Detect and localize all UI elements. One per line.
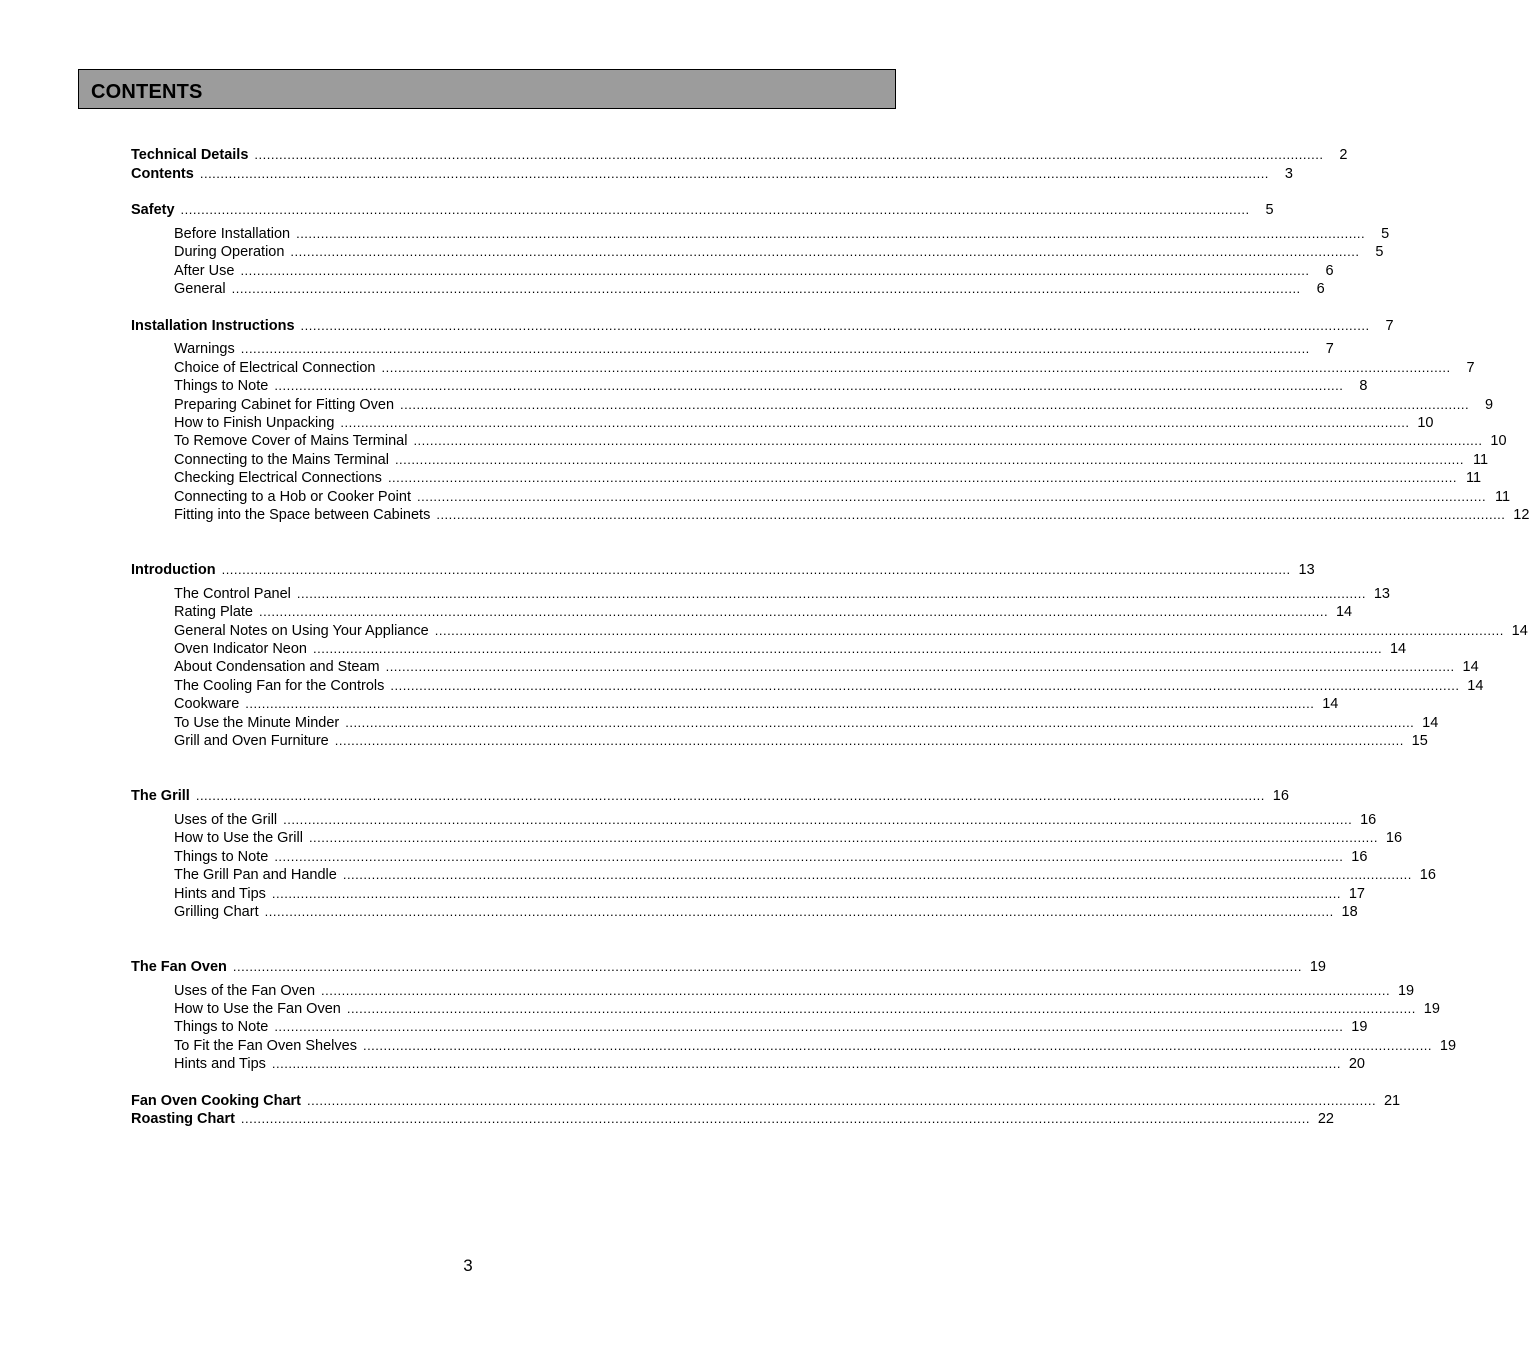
toc-entry-label: Rating Plate [174, 604, 253, 620]
toc-subsection-entry [174, 225, 1390, 243]
toc-entry-page: 19 [1397, 983, 1415, 999]
toc-entry-page: 11 [1495, 489, 1511, 505]
toc-entry-label: The Cooling Fan for the Controls [174, 678, 385, 694]
toc-dot-leader: .................................................................................................................................................................................................................................................................... [340, 415, 1410, 430]
toc-subsection-entry [174, 488, 1511, 506]
toc-entry-label: During Operation [174, 244, 285, 260]
toc-entry-label: Things to Note [174, 849, 269, 865]
toc-subsection-entry [174, 359, 1475, 377]
toc-entry-label: Cookware [174, 696, 240, 712]
toc-subsection-entry [174, 1037, 1457, 1055]
toc-subsection-entry [174, 414, 1434, 432]
toc-dot-leader: .................................................................................................................................................................................................................................................................... [416, 489, 1487, 504]
toc-entry-page: 21 [1383, 1093, 1401, 1109]
toc-entry-page: 9 [1485, 397, 1494, 413]
toc-entry-page: 6 [1316, 281, 1325, 297]
toc-section-entry [131, 958, 1326, 976]
toc-subsection-entry [174, 340, 1334, 358]
toc-dot-leader: .................................................................................................................................................................................................................................................................... [274, 378, 1344, 393]
toc-entry-page: 8 [1359, 378, 1368, 394]
toc-dot-leader: .................................................................................................................................................................................................................................................................... [321, 983, 1391, 998]
toc-subsection-entry [174, 262, 1334, 280]
toc-entry-label: Choice of Electrical Connection [174, 360, 376, 376]
toc-dot-leader: .................................................................................................................................................................................................................................................................... [308, 830, 1379, 845]
toc-dot-leader: .................................................................................................................................................................................................................................................................... [274, 1019, 1344, 1034]
toc-subsection-entry [174, 432, 1507, 450]
toc-subsection-entry [174, 377, 1368, 395]
toc-entry-label: How to Finish Unpacking [174, 415, 335, 431]
toc-entry-label: Installation Instructions [131, 318, 295, 334]
toc-entry-page: 7 [1385, 318, 1394, 334]
toc-entry-page: 14 [1511, 623, 1528, 639]
toc-entry-page: 7 [1466, 360, 1475, 376]
toc-dot-leader: .................................................................................................................................................................................................................................................................... [240, 341, 1310, 356]
page-title: CONTENTS [91, 81, 203, 103]
toc-dot-leader: .................................................................................................................................................................................................................................................................... [290, 244, 1360, 259]
toc-dot-leader: .................................................................................................................................................................................................................................................................... [385, 659, 1455, 674]
toc-dot-leader: .................................................................................................................................................................................................................................................................... [240, 1111, 1310, 1126]
toc-entry-label: Fan Oven Cooking Chart [131, 1093, 301, 1109]
toc-entry-label: About Condensation and Steam [174, 659, 380, 675]
toc-subsection-entry [174, 982, 1415, 1000]
toc-entry-page: 14 [1422, 715, 1439, 731]
toc-entry-label: Oven Indicator Neon [174, 641, 307, 657]
toc-entry-label: To Remove Cover of Mains Terminal [174, 433, 408, 449]
toc-subsection-entry [174, 640, 1407, 658]
toc-entry-label: How to Use the Grill [174, 830, 303, 846]
toc-subsection-entry [174, 451, 1489, 469]
toc-entry-label: Introduction [131, 562, 216, 578]
toc-entry-label: Fitting into the Space between Cabinets [174, 507, 431, 523]
toc-section-entry [131, 165, 1293, 183]
toc-dot-leader: .................................................................................................................................................................................................................................................................... [296, 586, 1366, 601]
toc-entry-page: 16 [1351, 849, 1368, 865]
toc-entry-label: Roasting Chart [131, 1111, 235, 1127]
toc-entry-label: The Fan Oven [131, 959, 227, 975]
toc-subsection-entry [174, 811, 1377, 829]
toc-entry-page: 19 [1423, 1001, 1440, 1017]
toc-subsection-entry [174, 732, 1428, 750]
page-number: 3 [463, 1256, 473, 1275]
toc-entry-label: Contents [131, 166, 194, 182]
toc-dot-leader: .................................................................................................................................................................................................................................................................... [436, 507, 1506, 522]
toc-entry-page: 16 [1272, 788, 1289, 804]
toc-entry-page: 13 [1298, 562, 1315, 578]
toc-entry-page: 14 [1322, 696, 1339, 712]
toc-dot-leader: .................................................................................................................................................................................................................................................................... [390, 678, 1460, 693]
toc-entry-label: The Grill [131, 788, 190, 804]
toc-entry-page: 19 [1351, 1019, 1368, 1035]
toc-dot-leader: .................................................................................................................................................................................................................................................................... [334, 733, 1404, 748]
toc-dot-leader: .................................................................................................................................................................................................................................................................... [394, 452, 1465, 467]
toc-entry-label: Hints and Tips [174, 1056, 266, 1072]
toc-entry-label: Grilling Chart [174, 904, 259, 920]
toc-subsection-entry [174, 622, 1528, 640]
toc-entry-page: 20 [1348, 1056, 1365, 1072]
toc-dot-leader: .................................................................................................................................................................................................................................................................... [307, 1093, 1377, 1108]
toc-entry-label: To Use the Minute Minder [174, 715, 340, 731]
toc-subsection-entry [174, 903, 1358, 921]
toc-dot-leader: .................................................................................................................................................................................................................................................................... [313, 641, 1383, 656]
toc-dot-leader: .................................................................................................................................................................................................................................................................... [413, 433, 1483, 448]
toc-section-entry [131, 1110, 1334, 1128]
toc-entry-page: 19 [1439, 1038, 1457, 1054]
toc-dot-leader: .................................................................................................................................................................................................................................................................... [283, 812, 1353, 827]
toc-dot-leader: .................................................................................................................................................................................................................................................................... [400, 397, 1470, 412]
toc-entry-label: Connecting to the Mains Terminal [174, 452, 389, 468]
toc-entry-label: Hints and Tips [174, 886, 266, 902]
toc-entry-label: Connecting to a Hob or Cooker Point [174, 489, 411, 505]
toc-entry-page: 10 [1417, 415, 1434, 431]
toc-subsection-entry [174, 1000, 1440, 1018]
toc-entry-label: Grill and Oven Furniture [174, 733, 329, 749]
toc-subsection-entry [174, 243, 1384, 261]
toc-entry-page: 13 [1373, 586, 1390, 602]
toc-dot-leader: .................................................................................................................................................................................................................................................................... [434, 623, 1504, 638]
toc-entry-page: 18 [1341, 904, 1358, 920]
toc-entry-label: Safety [131, 202, 175, 218]
toc-subsection-entry [174, 714, 1439, 732]
toc-section-entry [131, 201, 1274, 219]
toc-entry-page: 7 [1325, 341, 1334, 357]
toc-subsection-entry [174, 1055, 1365, 1073]
toc-dot-leader: .................................................................................................................................................................................................................................................................... [254, 147, 1324, 162]
toc-dot-leader: .................................................................................................................................................................................................................................................................... [387, 470, 1458, 485]
toc-subsection-entry [174, 506, 1529, 524]
toc-subsection-entry [174, 695, 1339, 713]
toc-subsection-entry [174, 848, 1368, 866]
toc-dot-leader: .................................................................................................................................................................................................................................................................... [362, 1038, 1433, 1053]
toc-dot-leader: .................................................................................................................................................................................................................................................................... [271, 886, 1341, 901]
toc-dot-leader: .................................................................................................................................................................................................................................................................... [259, 604, 1329, 619]
toc-entry-page: 14 [1335, 604, 1353, 620]
toc-dot-leader: .................................................................................................................................................................................................................................................................... [381, 360, 1451, 375]
toc-dot-leader: .................................................................................................................................................................................................................................................................... [232, 959, 1302, 974]
toc-subsection-entry [174, 885, 1365, 903]
toc-dot-leader: .................................................................................................................................................................................................................................................................... [274, 849, 1344, 864]
toc-entry-label: Warnings [174, 341, 235, 357]
toc-entry-label: General Notes on Using Your Appliance [174, 623, 429, 639]
toc-entry-page: 6 [1325, 263, 1334, 279]
toc-entry-label: Checking Electrical Connections [174, 470, 382, 486]
toc-entry-label: Uses of the Fan Oven [174, 983, 316, 999]
toc-dot-leader: .................................................................................................................................................................................................................................................................... [345, 715, 1415, 730]
toc-entry-page: 5 [1375, 244, 1384, 260]
toc-entry-label: The Grill Pan and Handle [174, 867, 337, 883]
toc-dot-leader: .................................................................................................................................................................................................................................................................... [346, 1001, 1416, 1016]
toc-dot-leader: .................................................................................................................................................................................................................................................................... [231, 281, 1301, 296]
toc-entry-page: 15 [1411, 733, 1428, 749]
toc-section-entry [131, 561, 1315, 579]
toc-entry-page: 3 [1284, 166, 1293, 182]
toc-section-entry [131, 787, 1289, 805]
toc-entry-label: Things to Note [174, 378, 269, 394]
toc-dot-leader: .................................................................................................................................................................................................................................................................... [245, 696, 1315, 711]
toc-entry-page: 5 [1265, 202, 1274, 218]
toc-section-entry [131, 317, 1394, 335]
toc-subsection-entry [174, 658, 1479, 676]
toc-dot-leader: .................................................................................................................................................................................................................................................................... [180, 202, 1250, 217]
toc-subsection-entry [174, 469, 1482, 487]
toc-entry-label: Uses of the Grill [174, 812, 278, 828]
toc-entry-label: After Use [174, 263, 235, 279]
toc-dot-leader: .................................................................................................................................................................................................................................................................... [199, 166, 1269, 181]
toc-dot-leader: .................................................................................................................................................................................................................................................................... [195, 788, 1265, 803]
toc-entry-page: 22 [1317, 1111, 1334, 1127]
toc-subsection-entry [174, 280, 1325, 298]
toc-entry-page: 16 [1360, 812, 1377, 828]
toc-entry-page: 16 [1385, 830, 1403, 846]
toc-entry-page: 10 [1490, 433, 1507, 449]
toc-subsection-entry [174, 1018, 1368, 1036]
toc-entry-label: Things to Note [174, 1019, 269, 1035]
toc-dot-leader: .................................................................................................................................................................................................................................................................... [264, 904, 1334, 919]
toc-dot-leader: .................................................................................................................................................................................................................................................................... [342, 867, 1412, 882]
toc-entry-label: The Control Panel [174, 586, 291, 602]
toc-entry-page: 17 [1348, 886, 1365, 902]
toc-subsection-entry [174, 677, 1484, 695]
toc-section-entry [131, 1092, 1401, 1110]
toc-subsection-entry [174, 829, 1403, 847]
toc-entry-label: To Fit the Fan Oven Shelves [174, 1038, 357, 1054]
toc-entry-page: 12 [1513, 507, 1529, 523]
toc-dot-leader: .................................................................................................................................................................................................................................................................... [240, 263, 1310, 278]
contents-header-bar [78, 69, 896, 109]
toc-entry-label: How to Use the Fan Oven [174, 1001, 341, 1017]
toc-entry-page: 5 [1381, 226, 1390, 242]
toc-entry-page: 11 [1465, 470, 1482, 486]
toc-entry-page: 14 [1467, 678, 1484, 694]
toc-dot-leader: .................................................................................................................................................................................................................................................................... [300, 318, 1370, 333]
toc-entry-page: 14 [1462, 659, 1479, 675]
toc-entry-label: Technical Details [131, 147, 249, 163]
toc-entry-page: 19 [1309, 959, 1326, 975]
toc-subsection-entry [174, 396, 1494, 414]
toc-entry-label: Before Installation [174, 226, 291, 242]
toc-subsection-entry [174, 866, 1436, 884]
toc-entry-label: General [174, 281, 226, 297]
toc-entry-page: 14 [1389, 641, 1407, 657]
toc-dot-leader: .................................................................................................................................................................................................................................................................... [221, 562, 1291, 577]
toc-dot-leader: .................................................................................................................................................................................................................................................................... [296, 226, 1366, 241]
toc-entry-page: 11 [1472, 452, 1489, 468]
toc-entry-page: 2 [1339, 147, 1348, 163]
toc-entry-page: 16 [1419, 867, 1436, 883]
toc-entry-label: Preparing Cabinet for Fitting Oven [174, 397, 395, 413]
toc-subsection-entry [174, 603, 1353, 621]
toc-subsection-entry [174, 585, 1390, 603]
toc-section-entry [131, 146, 1348, 164]
toc-dot-leader: .................................................................................................................................................................................................................................................................... [271, 1056, 1341, 1071]
